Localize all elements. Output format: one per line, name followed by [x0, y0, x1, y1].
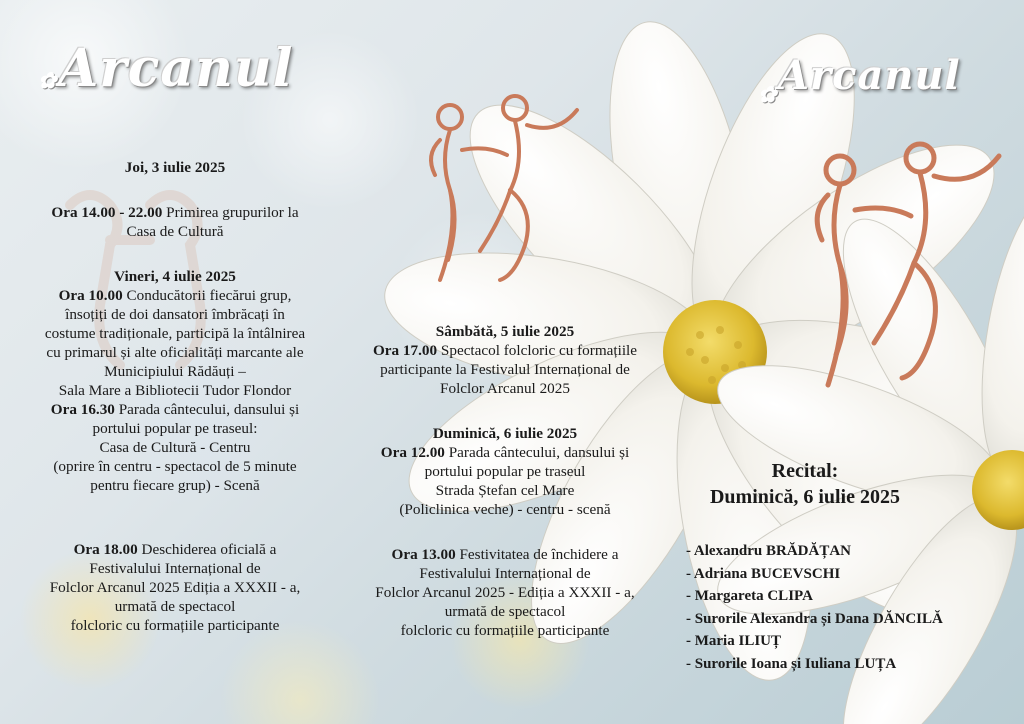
recital-performers-list	[686, 540, 1016, 675]
day-heading: Joi, 3 iulie 2025	[124, 159, 226, 176]
arcanul-logo-left	[38, 38, 294, 99]
arcanul-logo-right	[758, 52, 961, 108]
list-item: - Margareta CLIPA	[686, 588, 813, 604]
list-item: - Adriana BUCEVSCHI	[686, 565, 841, 582]
day-heading: Sâmbătă, 5 iulie 2025	[435, 323, 575, 340]
list-item: - Surorile Ioana și Iuliana LUȚA	[686, 655, 897, 672]
list-item: - Surorile Alexandra și Dana DĂNCILĂ	[686, 610, 943, 627]
day-heading: Duminică, 6 iulie 2025	[432, 425, 578, 442]
day-heading: Vineri, 4 iulie 2025	[114, 268, 236, 285]
program-entry: Ora 10.00 Conducătorii fiecărui grup,	[58, 287, 292, 304]
logo-text: Arcanul	[58, 38, 294, 99]
flower-ornament-icon: ✿	[758, 82, 778, 108]
program-middle-column: Sâmbătă, 5 iulie 2025 Ora 17.00 Spectacol folcloric cu formațiile participante la Festivalul Internațional de Folclor Arcanul 2025 Duminică, 6 iulie 2025 Ora 12.00 Parada cântecului, dansului și portului popular pe traseul Strada Ștefan cel Mare (Policlinica veche) - centru - scenă Ora 13.00 Festivitatea de închidere a Festivalului Internațional de Folclor Arcanul 2025 - Ediția a XXXII - a, urmată de spectacol folcloric cu formațiile participante	[340, 322, 670, 640]
program-entry: Ora 17.00 Spectacol folcloric cu formațiile	[372, 342, 637, 359]
program-entry: Ora 18.00 Deschiderea oficială a	[73, 541, 277, 558]
flower-ornament-icon: ✿	[38, 68, 58, 94]
program-left-column: Joi, 3 iulie 2025 Ora 14.00 - 22.00 Primirea grupurilor la Casa de Cultură Vineri, 4 iulie 2025 Ora 10.00 Conducătorii fiecărui grup, însoțiți de doi dansatori îmbrăcați în costume tradiționale, participă la întâlnirea cu primarul și alte oficialități marcante ale Municipiului Rădăuți – Sala Mare a Bibliotecii Tudor Flondor Ora 16.30 Parada cântecului, dansului și portului popular pe traseul: Casa de Cultură - Centru (oprire în centru - spectacol de 5 minute pentru fiecare grup) - Scenă Ora 18.00 Deschiderea oficială a Festivalului Internațional de Folclor Arcanul 2025 Ediția a XXXII - a, urmată de spectacol folcloric cu formațiile participante	[10, 158, 340, 635]
program-entry: Ora 12.00 Parada cântecului, dansului și	[380, 444, 630, 461]
list-item: - Maria ILIUȚ	[686, 633, 781, 649]
logo-text: Arcanul	[778, 52, 961, 99]
list-item: - Alexandru BRĂDĂȚAN	[686, 543, 852, 559]
program-entry: Ora 14.00 - 22.00 Primirea grupurilor la	[51, 204, 299, 221]
program-entry: Ora 13.00 Festivitatea de închidere a	[391, 546, 619, 563]
program-entry: Ora 16.30 Parada cântecului, dansului și	[50, 401, 300, 418]
recital-heading: Recital: Duminică, 6 iulie 2025	[709, 460, 900, 508]
